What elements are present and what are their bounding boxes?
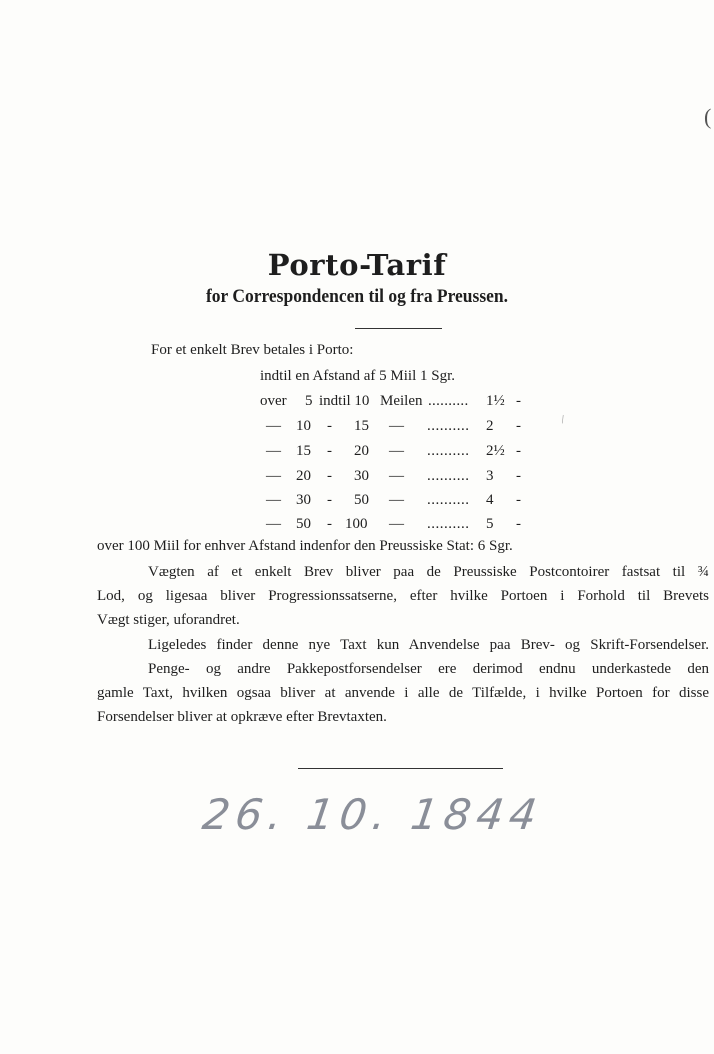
rate-row-unit: — [389, 516, 404, 532]
rate-row-tail: - [516, 468, 521, 484]
handwritten-date: 26. 10. 1844 [199, 790, 546, 839]
document-title: Porto-Tarif [267, 248, 447, 282]
paragraph-line: Vægt stiger, uforandret. [97, 612, 240, 628]
corner-pencil-mark: ( [704, 104, 712, 129]
rate-row-dash: — [266, 418, 281, 434]
rate-row-tail: - [516, 516, 521, 532]
rate-row-dash: — [266, 492, 281, 508]
rate-row-to: 50 [354, 492, 369, 508]
rate-row-from: 10 [296, 418, 311, 434]
rate-row-dots: .......... [428, 393, 469, 409]
rate-row-sep: - [327, 468, 332, 484]
stray-tick-mark: \ [558, 411, 568, 427]
rate-row [0, 443, 714, 463]
rate-row-tail: - [516, 492, 521, 508]
rate-row-rate: 2½ [486, 443, 505, 459]
paragraph-line: Lod, og ligesaa bliver Progressionssatserne, efter hvilke Portoen i Forhold til Brevets [97, 588, 709, 604]
rate-row-dash: — [266, 468, 281, 484]
rate-row-sep: - [327, 443, 332, 459]
rate-row-dash: — [266, 443, 281, 459]
rate-row-dots: .......... [427, 492, 470, 508]
rate-row-from: 30 [296, 492, 311, 508]
rate-row-from: 5 [305, 393, 313, 409]
rate-row-tail: - [516, 443, 521, 459]
rate-row-unit: — [389, 418, 404, 434]
rate-row [0, 516, 714, 536]
rate-row-from: 20 [296, 468, 311, 484]
rate-row-rate: 4 [486, 492, 494, 508]
paragraph-line: gamle Taxt, hvilken ogsaa bliver at anvende i alle de Tilfælde, i hvilke Portoen for disse [97, 685, 709, 701]
rate-row-dots: .......... [427, 443, 470, 459]
rate-row-rate: 3 [486, 468, 494, 484]
rate-row-unit: — [389, 492, 404, 508]
rate-row-mid: indtil 10 [319, 393, 370, 409]
rate-row-tail: - [516, 418, 521, 434]
rate-row-rate: 2 [486, 418, 494, 434]
closing-divider [298, 768, 503, 769]
rate-intro: For et enkelt Brev betales i Porto: [151, 342, 354, 358]
rate-row [0, 468, 714, 488]
rate-row-word: over [260, 393, 287, 409]
rate-row-dots: .......... [427, 516, 470, 532]
rate-row-unit: — [389, 468, 404, 484]
paragraph-line: Vægten af et enkelt Brev bliver paa de Preussiske Postcontoirer fastsat til ¾ [148, 564, 709, 580]
rate-row-unit: Meilen [380, 393, 423, 409]
rate-row-dots: .......... [427, 418, 470, 434]
rate-row [0, 393, 714, 413]
rate-row-from: 50 [296, 516, 311, 532]
rate-row-tail: - [516, 393, 521, 409]
rate-row-sep: - [327, 418, 332, 434]
rate-row-text: indtil en Afstand af 5 Miil 1 Sgr. [260, 368, 455, 384]
over-100-rate-line: over 100 Miil for enhver Afstand indenfor den Preussiske Stat: 6 Sgr. [97, 538, 513, 554]
rate-row-unit: — [389, 443, 404, 459]
rate-row-from: 15 [296, 443, 311, 459]
document-subtitle: for Correspondencen til og fra Preussen. [205, 286, 508, 307]
paragraph-line: Forsendelser bliver at opkræve efter Brevtaxten. [97, 709, 387, 725]
rate-row [0, 368, 714, 388]
title-divider [355, 328, 442, 329]
paragraph-line: Ligeledes finder denne nye Taxt kun Anvendelse paa Brev- og Skrift-Forsendelser. [148, 637, 709, 653]
rate-row-to: 15 [354, 418, 369, 434]
rate-row-rate: 5 [486, 516, 494, 532]
rate-row-sep: - [327, 516, 332, 532]
rate-row [0, 418, 714, 438]
rate-row-to: 20 [354, 443, 369, 459]
rate-row-dash: — [266, 516, 281, 532]
rate-row-rate: 1½ [486, 393, 505, 409]
rate-row-to: 100 [345, 516, 368, 532]
rate-row [0, 492, 714, 512]
paragraph-line: Penge- og andre Pakkepostforsendelser ere derimod endnu underkastede den [148, 661, 709, 677]
rate-row-dots: .......... [427, 468, 470, 484]
rate-row-to: 30 [354, 468, 369, 484]
rate-row-sep: - [327, 492, 332, 508]
